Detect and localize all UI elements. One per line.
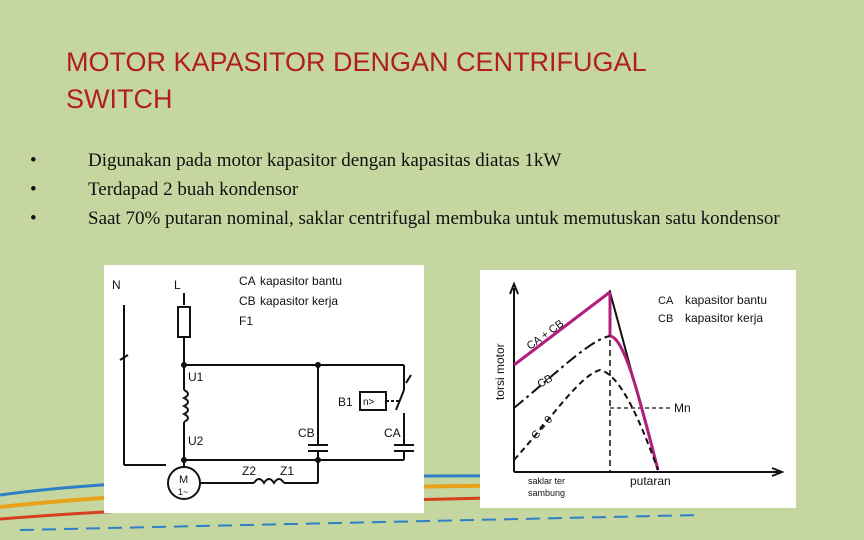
bullet-item: [30, 146, 830, 175]
chart-legend-ca-text: kapasitor bantu: [685, 293, 768, 307]
legend-f1-sym: F1: [239, 314, 254, 328]
title-line-1: MOTOR KAPASITOR DENGAN CENTRIFUGAL: [66, 47, 647, 77]
bullet-list: [30, 146, 830, 233]
label-z2: Z2: [242, 464, 257, 478]
label-n: N: [112, 278, 121, 292]
label-motor-sub: 1~: [178, 487, 189, 497]
mn-label: Mn: [674, 401, 691, 415]
bullet-item: [30, 175, 830, 204]
curve-label-cb: CB: [535, 372, 555, 391]
label-u1: U1: [188, 370, 204, 384]
bullet-dot: •: [30, 179, 37, 200]
label-l: L: [174, 278, 181, 292]
curve-label-c0: C = 0: [529, 413, 556, 442]
bullet-text: Digunakan pada motor kapasitor dengan kapasitas diatas 1kW: [88, 150, 562, 171]
x-axis-label: putaran: [630, 474, 671, 488]
curve-cb: [514, 336, 658, 470]
y-axis-label: torsi motor: [493, 343, 507, 400]
bullet-item: [30, 204, 830, 233]
legend-cb-text: kapasitor kerja: [260, 294, 339, 308]
torque-chart-panel: [480, 270, 796, 508]
bullet-text: Saat 70% putaran nominal, saklar centrifugal membuka untuk memutuskan satu kondensor: [88, 208, 780, 229]
label-relay: n>: [363, 397, 375, 408]
label-cb: CB: [298, 426, 315, 440]
bullet-dot: •: [30, 208, 37, 229]
title-line-2: SWITCH: [66, 84, 173, 114]
circuit-diagram: [104, 265, 424, 513]
label-u2: U2: [188, 434, 204, 448]
label-z1: Z1: [280, 464, 295, 478]
label-motor: M: [179, 474, 189, 486]
chart-legend-cb-sym: CB: [658, 313, 674, 325]
curve-label-ca-cb: CA + CB: [524, 317, 567, 353]
bullet-dot: •: [30, 150, 37, 171]
legend-cb-sym: CB: [239, 294, 256, 308]
legend-ca-text: kapasitor bantu: [260, 274, 343, 288]
label-b1: B1: [338, 395, 353, 409]
torque-chart: [480, 270, 796, 508]
legend-ca-sym: CA: [239, 274, 256, 288]
bullet-text: Terdapad 2 buah kondensor: [88, 179, 299, 200]
chart-legend-cb-text: kapasitor kerja: [685, 311, 764, 325]
x-start-label-1: saklar ter: [528, 476, 566, 486]
label-ca: CA: [384, 426, 401, 440]
slide-title: [66, 44, 826, 118]
x-start-label-2: sambung: [528, 488, 566, 498]
chart-legend-ca-sym: CA: [658, 295, 674, 307]
circuit-diagram-panel: [104, 265, 424, 513]
